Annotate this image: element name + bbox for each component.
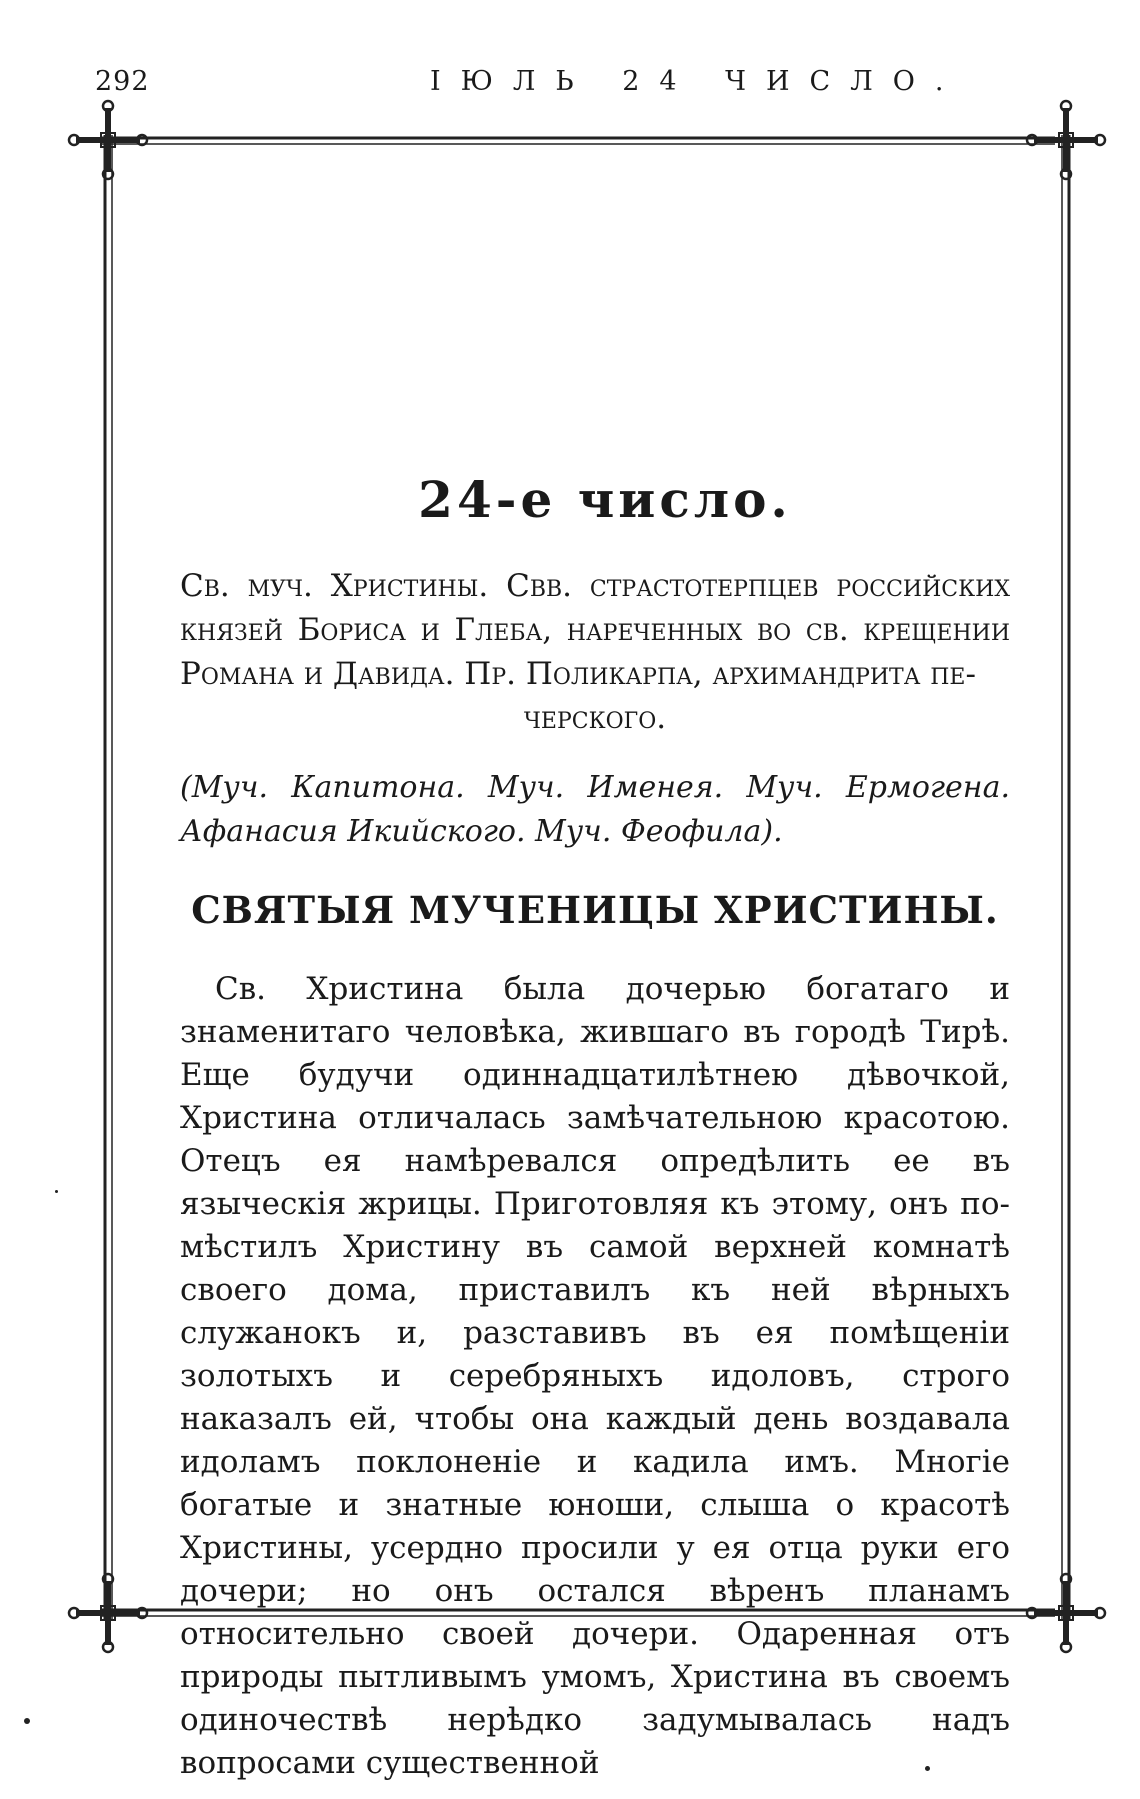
print-speck [55,1190,58,1193]
cross-corner-icon [69,1574,147,1652]
saints-commemoration-end: черского. [523,700,667,736]
page-number: 292 [95,66,150,97]
print-speck [925,1766,930,1771]
section-title: СВЯТЫЯ МУЧЕНИЦЫ ХРИСТИНЫ. [191,888,999,932]
body-text: Св. Христина была дочерью богатаго и знаменитаго человѣка, жившаго въ городѣ Тирѣ. Еще будучи одиннадцатилѣтнею дѣвочкой, Христина отличалась замѣчательною красотою. Отецъ ея намѣревался опредѣлить ее въ языческія жрицы. Приготовляя къ этому, онъ помѣстилъ Христину въ самой верхней комнатѣ своего дома, приставилъ къ ней вѣрныхъ служанокъ и, разставивъ въ ея помѣщеніи золотыхъ и серебряныхъ идоловъ, строго наказалъ ей, чтобы она каждый день воздавала идоламъ поклоненіе и кадила имъ. Многіе богатые и знатные юноши, слыша о красотѣ Христины, усердно просили у ея отца руки его дочери; но онъ остался вѣренъ планамъ относительно своей дочери. Одаренная отъ природы пытливымъ умомъ, Христина въ своемъ одиночествѣ нерѣдко задумывалась надъ вопросами существенной [180,971,1010,1781]
running-title: ІЮЛЬ 24 ЧИСЛО. [430,66,964,97]
cross-corner-icon [69,101,147,179]
print-speck [24,1718,30,1724]
cross-corner-icon [1027,1574,1105,1652]
cross-corner-icon [1027,101,1105,179]
page-content [180,470,1010,1785]
saints-commemoration: Св. муч. Христины. Свв. страстотерпцев российских князей Бориса и Глеба, нареченных во св. крещении Романа и Давида. Пр. Поликарпа, архимандрита пе- [180,568,1010,692]
lesser-saints: (Муч. Капитона. Муч. Именея. Муч. Ермогена. Афанасия Икийского. Муч. Феофила). [180,770,1010,849]
day-heading: 24-е число. [418,470,792,529]
